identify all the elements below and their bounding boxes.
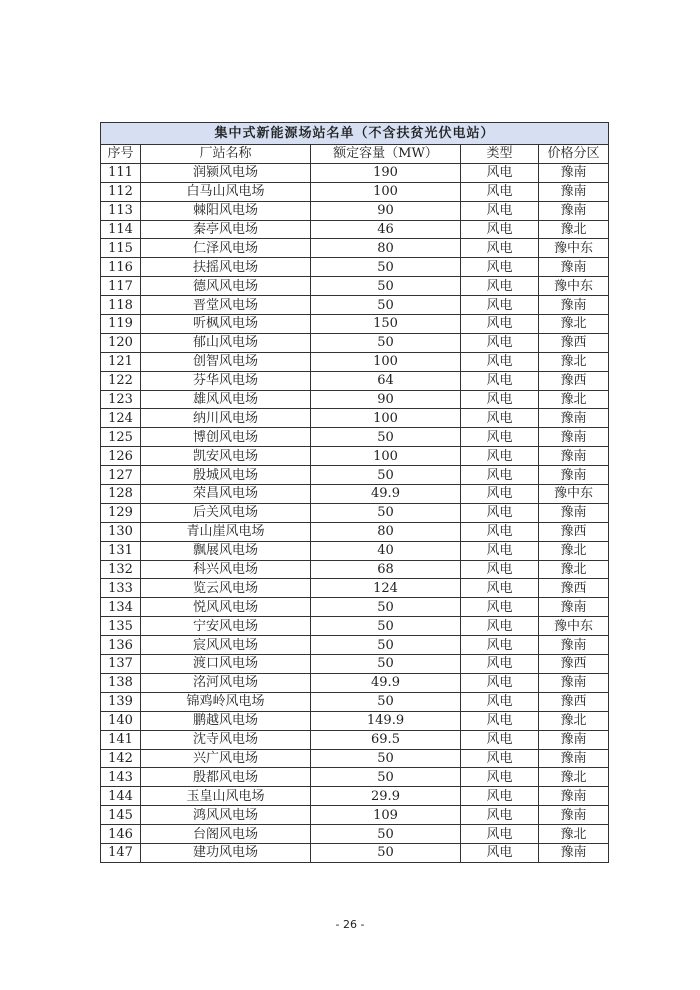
table-row bbox=[101, 390, 609, 409]
row-index: 121 bbox=[101, 352, 141, 371]
type: 风电 bbox=[461, 806, 539, 825]
capacity: 50 bbox=[311, 258, 461, 277]
station-name: 洺河风电场 bbox=[141, 673, 311, 692]
price-zone: 豫北 bbox=[539, 825, 609, 844]
row-index: 120 bbox=[101, 333, 141, 352]
station-name: 锦鸡岭风电场 bbox=[141, 692, 311, 711]
row-index: 125 bbox=[101, 428, 141, 447]
type: 风电 bbox=[461, 636, 539, 655]
type: 风电 bbox=[461, 409, 539, 428]
capacity: 50 bbox=[311, 636, 461, 655]
capacity: 149.9 bbox=[311, 711, 461, 730]
type: 风电 bbox=[461, 428, 539, 447]
row-index: 135 bbox=[101, 617, 141, 636]
capacity: 80 bbox=[311, 239, 461, 258]
type: 风电 bbox=[461, 201, 539, 220]
capacity: 50 bbox=[311, 598, 461, 617]
capacity: 50 bbox=[311, 617, 461, 636]
station-list-table bbox=[100, 122, 609, 863]
capacity: 40 bbox=[311, 541, 461, 560]
capacity: 100 bbox=[311, 447, 461, 466]
table-row bbox=[101, 843, 609, 862]
header-index: 序号 bbox=[101, 145, 141, 164]
table-row bbox=[101, 201, 609, 220]
capacity: 150 bbox=[311, 315, 461, 334]
table-row bbox=[101, 617, 609, 636]
capacity: 80 bbox=[311, 522, 461, 541]
type: 风电 bbox=[461, 825, 539, 844]
capacity: 50 bbox=[311, 692, 461, 711]
station-name: 纳川风电场 bbox=[141, 409, 311, 428]
header-station-name: 厂站名称 bbox=[141, 145, 311, 164]
type: 风电 bbox=[461, 182, 539, 201]
price-zone: 豫北 bbox=[539, 541, 609, 560]
station-name: 秦亭风电场 bbox=[141, 220, 311, 239]
price-zone: 豫南 bbox=[539, 730, 609, 749]
table-row bbox=[101, 787, 609, 806]
station-name: 棘阳风电场 bbox=[141, 201, 311, 220]
table-row bbox=[101, 806, 609, 825]
row-index: 136 bbox=[101, 636, 141, 655]
station-name: 飘展风电场 bbox=[141, 541, 311, 560]
station-name: 沈寺风电场 bbox=[141, 730, 311, 749]
row-index: 132 bbox=[101, 560, 141, 579]
station-name: 博创风电场 bbox=[141, 428, 311, 447]
table-row bbox=[101, 333, 609, 352]
capacity: 50 bbox=[311, 466, 461, 485]
table-row bbox=[101, 220, 609, 239]
header-type: 类型 bbox=[461, 145, 539, 164]
type: 风电 bbox=[461, 843, 539, 862]
type: 风电 bbox=[461, 541, 539, 560]
capacity: 124 bbox=[311, 579, 461, 598]
row-index: 116 bbox=[101, 258, 141, 277]
table-row bbox=[101, 636, 609, 655]
type: 风电 bbox=[461, 749, 539, 768]
capacity: 50 bbox=[311, 843, 461, 862]
price-zone: 豫北 bbox=[539, 768, 609, 787]
price-zone: 豫南 bbox=[539, 503, 609, 522]
price-zone: 豫北 bbox=[539, 560, 609, 579]
table-row bbox=[101, 315, 609, 334]
type: 风电 bbox=[461, 522, 539, 541]
table-row bbox=[101, 673, 609, 692]
capacity: 90 bbox=[311, 201, 461, 220]
page-number: - 26 - bbox=[335, 918, 365, 931]
station-name: 凯安风电场 bbox=[141, 447, 311, 466]
price-zone: 豫南 bbox=[539, 598, 609, 617]
table-row bbox=[101, 692, 609, 711]
table-row bbox=[101, 579, 609, 598]
price-zone: 豫南 bbox=[539, 806, 609, 825]
table-row bbox=[101, 447, 609, 466]
row-index: 145 bbox=[101, 806, 141, 825]
capacity: 46 bbox=[311, 220, 461, 239]
table-row bbox=[101, 711, 609, 730]
station-name: 玉皇山风电场 bbox=[141, 787, 311, 806]
table-row bbox=[101, 825, 609, 844]
station-name: 览云风电场 bbox=[141, 579, 311, 598]
price-zone: 豫南 bbox=[539, 258, 609, 277]
price-zone: 豫中东 bbox=[539, 239, 609, 258]
row-index: 142 bbox=[101, 749, 141, 768]
station-name: 殷都风电场 bbox=[141, 768, 311, 787]
type: 风电 bbox=[461, 730, 539, 749]
price-zone: 豫西 bbox=[539, 655, 609, 674]
table-row bbox=[101, 371, 609, 390]
price-zone: 豫北 bbox=[539, 315, 609, 334]
table-row bbox=[101, 428, 609, 447]
station-name: 仁泽风电场 bbox=[141, 239, 311, 258]
price-zone: 豫南 bbox=[539, 787, 609, 806]
table-row bbox=[101, 352, 609, 371]
capacity: 50 bbox=[311, 768, 461, 787]
table-row bbox=[101, 598, 609, 617]
price-zone: 豫西 bbox=[539, 522, 609, 541]
price-zone: 豫南 bbox=[539, 163, 609, 182]
table-row bbox=[101, 541, 609, 560]
capacity: 190 bbox=[311, 163, 461, 182]
station-name: 兴广风电场 bbox=[141, 749, 311, 768]
station-name: 扶摇风电场 bbox=[141, 258, 311, 277]
capacity: 29.9 bbox=[311, 787, 461, 806]
station-name: 台阁风电场 bbox=[141, 825, 311, 844]
row-index: 146 bbox=[101, 825, 141, 844]
price-zone: 豫南 bbox=[539, 673, 609, 692]
price-zone: 豫南 bbox=[539, 636, 609, 655]
table-row bbox=[101, 258, 609, 277]
station-name: 鸿风风电场 bbox=[141, 806, 311, 825]
table-row bbox=[101, 466, 609, 485]
station-name: 听枫风电场 bbox=[141, 315, 311, 334]
capacity: 50 bbox=[311, 296, 461, 315]
table-row bbox=[101, 730, 609, 749]
station-name: 德风风电场 bbox=[141, 277, 311, 296]
table-row bbox=[101, 522, 609, 541]
capacity: 50 bbox=[311, 428, 461, 447]
type: 风电 bbox=[461, 352, 539, 371]
row-index: 111 bbox=[101, 163, 141, 182]
type: 风电 bbox=[461, 579, 539, 598]
capacity: 49.9 bbox=[311, 485, 461, 504]
capacity: 49.9 bbox=[311, 673, 461, 692]
price-zone: 豫西 bbox=[539, 333, 609, 352]
row-index: 124 bbox=[101, 409, 141, 428]
capacity: 64 bbox=[311, 371, 461, 390]
price-zone: 豫南 bbox=[539, 843, 609, 862]
price-zone: 豫北 bbox=[539, 711, 609, 730]
capacity: 68 bbox=[311, 560, 461, 579]
row-index: 140 bbox=[101, 711, 141, 730]
type: 风电 bbox=[461, 560, 539, 579]
row-index: 138 bbox=[101, 673, 141, 692]
station-name: 青山崖风电场 bbox=[141, 522, 311, 541]
type: 风电 bbox=[461, 655, 539, 674]
table-row bbox=[101, 749, 609, 768]
row-index: 147 bbox=[101, 843, 141, 862]
table-row bbox=[101, 239, 609, 258]
station-name: 悦风风电场 bbox=[141, 598, 311, 617]
capacity: 100 bbox=[311, 409, 461, 428]
row-index: 114 bbox=[101, 220, 141, 239]
station-name: 芬华风电场 bbox=[141, 371, 311, 390]
header-capacity: 额定容量（MW） bbox=[311, 145, 461, 164]
station-name: 创智风电场 bbox=[141, 352, 311, 371]
capacity: 50 bbox=[311, 825, 461, 844]
row-index: 143 bbox=[101, 768, 141, 787]
type: 风电 bbox=[461, 711, 539, 730]
price-zone: 豫南 bbox=[539, 749, 609, 768]
price-zone: 豫北 bbox=[539, 390, 609, 409]
capacity: 100 bbox=[311, 352, 461, 371]
row-index: 137 bbox=[101, 655, 141, 674]
type: 风电 bbox=[461, 447, 539, 466]
capacity: 69.5 bbox=[311, 730, 461, 749]
type: 风电 bbox=[461, 333, 539, 352]
capacity: 50 bbox=[311, 503, 461, 522]
capacity: 50 bbox=[311, 655, 461, 674]
row-index: 131 bbox=[101, 541, 141, 560]
type: 风电 bbox=[461, 466, 539, 485]
row-index: 119 bbox=[101, 315, 141, 334]
price-zone: 豫南 bbox=[539, 201, 609, 220]
capacity: 100 bbox=[311, 182, 461, 201]
station-name: 建功风电场 bbox=[141, 843, 311, 862]
row-index: 130 bbox=[101, 522, 141, 541]
row-index: 141 bbox=[101, 730, 141, 749]
type: 风电 bbox=[461, 277, 539, 296]
price-zone: 豫中东 bbox=[539, 485, 609, 504]
table-row bbox=[101, 503, 609, 522]
type: 风电 bbox=[461, 239, 539, 258]
price-zone: 豫南 bbox=[539, 296, 609, 315]
station-name: 殷城风电场 bbox=[141, 466, 311, 485]
price-zone: 豫南 bbox=[539, 447, 609, 466]
type: 风电 bbox=[461, 503, 539, 522]
price-zone: 豫西 bbox=[539, 692, 609, 711]
type: 风电 bbox=[461, 258, 539, 277]
row-index: 129 bbox=[101, 503, 141, 522]
station-name: 荣昌风电场 bbox=[141, 485, 311, 504]
price-zone: 豫中东 bbox=[539, 277, 609, 296]
price-zone: 豫南 bbox=[539, 409, 609, 428]
station-name: 宁安风电场 bbox=[141, 617, 311, 636]
price-zone: 豫西 bbox=[539, 579, 609, 598]
station-name: 渡口风电场 bbox=[141, 655, 311, 674]
price-zone: 豫北 bbox=[539, 352, 609, 371]
header-price-zone: 价格分区 bbox=[539, 145, 609, 164]
table-row bbox=[101, 655, 609, 674]
row-index: 122 bbox=[101, 371, 141, 390]
table-header-row bbox=[101, 145, 609, 164]
station-name: 晋堂风电场 bbox=[141, 296, 311, 315]
type: 风电 bbox=[461, 692, 539, 711]
table-row bbox=[101, 163, 609, 182]
station-name: 润颍风电场 bbox=[141, 163, 311, 182]
type: 风电 bbox=[461, 296, 539, 315]
type: 风电 bbox=[461, 220, 539, 239]
row-index: 118 bbox=[101, 296, 141, 315]
row-index: 133 bbox=[101, 579, 141, 598]
price-zone: 豫西 bbox=[539, 371, 609, 390]
type: 风电 bbox=[461, 485, 539, 504]
capacity: 50 bbox=[311, 333, 461, 352]
type: 风电 bbox=[461, 768, 539, 787]
price-zone: 豫南 bbox=[539, 466, 609, 485]
row-index: 127 bbox=[101, 466, 141, 485]
row-index: 144 bbox=[101, 787, 141, 806]
table-row bbox=[101, 296, 609, 315]
type: 风电 bbox=[461, 390, 539, 409]
station-name: 雄风风电场 bbox=[141, 390, 311, 409]
row-index: 115 bbox=[101, 239, 141, 258]
row-index: 139 bbox=[101, 692, 141, 711]
type: 风电 bbox=[461, 163, 539, 182]
table-row bbox=[101, 768, 609, 787]
type: 风电 bbox=[461, 315, 539, 334]
row-index: 128 bbox=[101, 485, 141, 504]
type: 风电 bbox=[461, 617, 539, 636]
station-name: 后关风电场 bbox=[141, 503, 311, 522]
type: 风电 bbox=[461, 673, 539, 692]
capacity: 109 bbox=[311, 806, 461, 825]
station-name: 白马山风电场 bbox=[141, 182, 311, 201]
station-name: 宸风风电场 bbox=[141, 636, 311, 655]
row-index: 112 bbox=[101, 182, 141, 201]
capacity: 90 bbox=[311, 390, 461, 409]
station-name: 科兴风电场 bbox=[141, 560, 311, 579]
capacity: 50 bbox=[311, 749, 461, 768]
price-zone: 豫北 bbox=[539, 220, 609, 239]
table-title: 集中式新能源场站名单（不含扶贫光伏电站） bbox=[101, 123, 609, 145]
type: 风电 bbox=[461, 371, 539, 390]
row-index: 126 bbox=[101, 447, 141, 466]
price-zone: 豫南 bbox=[539, 428, 609, 447]
table-row bbox=[101, 560, 609, 579]
price-zone: 豫中东 bbox=[539, 617, 609, 636]
row-index: 123 bbox=[101, 390, 141, 409]
table-row bbox=[101, 485, 609, 504]
capacity: 50 bbox=[311, 277, 461, 296]
table-row bbox=[101, 277, 609, 296]
row-index: 117 bbox=[101, 277, 141, 296]
row-index: 134 bbox=[101, 598, 141, 617]
price-zone: 豫南 bbox=[539, 182, 609, 201]
row-index: 113 bbox=[101, 201, 141, 220]
station-name: 鹏越风电场 bbox=[141, 711, 311, 730]
station-name: 郁山风电场 bbox=[141, 333, 311, 352]
table-row bbox=[101, 409, 609, 428]
type: 风电 bbox=[461, 787, 539, 806]
type: 风电 bbox=[461, 598, 539, 617]
table-row bbox=[101, 182, 609, 201]
